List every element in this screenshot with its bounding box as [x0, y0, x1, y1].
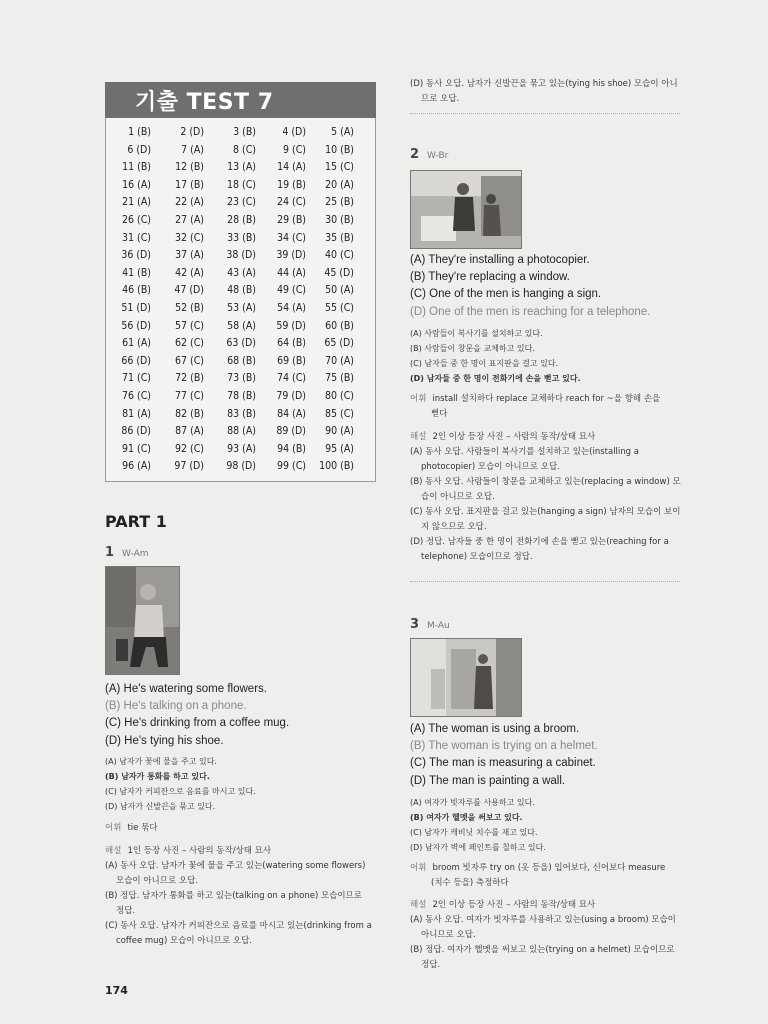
answer-cell: 6 (D)	[127, 143, 151, 156]
answer-cell: 97 (D)	[174, 460, 204, 473]
answer-cell: 89 (D)	[276, 425, 306, 438]
q2-exp-line: photocopier) 모습이 아니므로 오답.	[421, 462, 560, 472]
answer-cell: 53 (A)	[227, 302, 256, 314]
answer-cell: 51 (D)	[121, 302, 151, 314]
answer-cell: 58 (A)	[227, 319, 256, 332]
q2-kr-c: (C) 남자들 중 한 명이 표지판을 걸고 있다.	[410, 359, 559, 368]
q1-exp-line: (C) 동사 오답. 남자가 커피잔으로 음료를 마시고 있는(drinking from a	[105, 921, 372, 931]
answer-key-table	[105, 118, 376, 482]
q3-vocab	[410, 861, 690, 891]
answer-cell: 31 (C)	[122, 231, 151, 244]
answer-cell: 32 (C)	[175, 231, 204, 244]
q2-option-a: (A) They're installing a photocopier.	[410, 254, 590, 266]
answer-cell: 47 (D)	[174, 284, 204, 297]
answer-cell: 46 (B)	[122, 284, 151, 297]
answer-cell: 65 (D)	[324, 337, 354, 350]
q2-vocab-text: 뻗다	[431, 409, 448, 419]
answer-cell: 64 (B)	[277, 337, 306, 350]
answer-cell: 28 (B)	[227, 214, 256, 226]
q2-exp-line: telephone) 모습이므로 정답.	[421, 552, 533, 562]
answer-cell: 82 (B)	[175, 407, 204, 420]
q2-kr-a: (A) 사람들이 복사기를 설치하고 있다.	[410, 329, 543, 338]
q2-exp-line: (A) 동사 오답. 사람들이 복사기를 설치하고 있는(installing a	[410, 447, 639, 457]
q2-speaker: W-Br	[427, 151, 449, 161]
answer-cell: 14 (A)	[277, 161, 306, 174]
q2-option-c: (C) One of the men is hanging a sign.	[410, 288, 602, 300]
q1-explanation-d	[410, 77, 690, 107]
q3-option-a: (A) The woman is using a broom.	[410, 723, 580, 735]
divider	[410, 113, 680, 114]
q1-option-b: (B) He's talking on a phone.	[105, 700, 247, 712]
answer-cell: 52 (B)	[175, 302, 204, 314]
answer-cell: 34 (C)	[277, 231, 306, 244]
answer-cell: 20 (A)	[325, 178, 354, 191]
answer-row	[106, 320, 375, 337]
q2-exp-line: 지 않으므로 오답.	[421, 522, 487, 532]
question-1-number	[105, 545, 149, 560]
q2-exp-line: (B) 동사 오답. 사람들이 창문을 교체하고 있는(replacing a window) 모	[410, 477, 681, 487]
answer-row	[106, 460, 375, 477]
q1-kr-a: (A) 남자가 꽃에 물을 주고 있다.	[105, 757, 217, 766]
answer-cell: 87 (A)	[175, 425, 204, 438]
q1-exp-line: (B) 정답. 남자가 통화를 하고 있는(talking on a phone) 모습이므로	[105, 891, 363, 901]
q3-exp-line: 정답.	[421, 960, 441, 970]
answer-cell: 29 (B)	[277, 214, 306, 226]
answer-cell: 23 (C)	[227, 196, 256, 209]
answer-cell: 8 (C)	[233, 143, 256, 156]
q2-explanation	[410, 430, 690, 565]
answer-cell: 85 (C)	[325, 407, 354, 420]
q3-kr-b: (B) 여자가 헬멧을 써보고 있다.	[410, 813, 523, 822]
answer-cell: 27 (A)	[175, 214, 204, 226]
answer-cell: 55 (C)	[325, 302, 354, 314]
answer-cell: 94 (B)	[277, 442, 306, 455]
q1-vocab-text: tie 묶다	[127, 823, 158, 833]
answer-cell: 43 (A)	[227, 266, 256, 279]
q1-exp-line: (A) 동사 오답. 남자가 꽃에 물을 주고 있는(watering some flowers)	[105, 861, 366, 871]
answer-cell: 2 (D)	[180, 126, 204, 138]
q1-speaker: W-Am	[122, 549, 149, 559]
answer-cell: 76 (C)	[122, 390, 151, 402]
q2-photo	[410, 170, 522, 249]
q2-kr-d: (D) 남자들 중 한 명이 전화기에 손을 뻗고 있다.	[410, 374, 581, 383]
answer-cell: 95 (A)	[325, 442, 354, 455]
answer-row	[106, 232, 375, 249]
answer-row	[106, 443, 375, 460]
answer-cell: 42 (A)	[175, 266, 204, 279]
answer-cell: 37 (A)	[175, 249, 204, 262]
answer-cell: 81 (A)	[122, 407, 151, 420]
answer-cell: 75 (B)	[325, 372, 354, 385]
test-title: 기출 TEST 7	[135, 90, 274, 115]
q1-num: 1	[105, 545, 115, 560]
q2-num: 2	[410, 147, 420, 162]
answer-cell: 21 (A)	[122, 196, 151, 209]
q1-option-d: (D) He's tying his shoe.	[105, 735, 224, 747]
answer-cell: 71 (C)	[122, 372, 151, 385]
answer-cell: 30 (B)	[325, 214, 354, 226]
answer-cell: 83 (B)	[227, 407, 256, 420]
question-3-number	[410, 617, 450, 632]
answer-cell: 59 (D)	[276, 319, 306, 332]
answer-cell: 41 (B)	[122, 266, 151, 279]
answer-cell: 49 (C)	[277, 284, 306, 297]
q2-vocab	[410, 392, 690, 422]
q2-option-d: (D) One of the men is reaching for a telephone.	[410, 306, 651, 318]
q1-option-c: (C) He's drinking from a coffee mug.	[105, 717, 290, 729]
q3-option-b: (B) The woman is trying on a helmet.	[410, 740, 598, 752]
answer-cell: 78 (B)	[227, 390, 256, 402]
answer-cell: 48 (B)	[227, 284, 256, 297]
answer-cell: 61 (A)	[122, 337, 151, 350]
answer-cell: 7 (A)	[181, 143, 204, 156]
answer-row	[106, 355, 375, 372]
answer-cell: 62 (C)	[175, 337, 204, 350]
q3-option-d: (D) The man is painting a wall.	[410, 775, 566, 787]
answer-cell: 39 (D)	[276, 249, 306, 262]
q3-exp-label: 해설	[410, 900, 427, 910]
q3-exp-line: 아니므로 오답.	[421, 930, 476, 940]
answer-cell: 15 (C)	[325, 161, 354, 174]
answer-cell: 100 (B)	[319, 460, 354, 473]
answer-cell: 88 (A)	[227, 425, 256, 438]
answer-cell: 90 (A)	[325, 425, 354, 438]
q1-kr-b: (B) 남자가 통화를 하고 있다.	[105, 772, 210, 781]
answer-cell: 98 (D)	[226, 460, 256, 473]
answer-cell: 60 (B)	[325, 319, 354, 332]
answer-cell: 80 (C)	[325, 390, 354, 402]
answer-cell: 24 (C)	[277, 196, 306, 209]
answer-cell: 40 (C)	[325, 249, 354, 262]
q3-kr-c: (C) 남자가 캐비닛 치수를 재고 있다.	[410, 828, 538, 837]
answer-cell: 79 (D)	[276, 390, 306, 402]
answer-row	[106, 425, 375, 442]
q2-kr-b: (B) 사람들이 창문을 교체하고 있다.	[410, 344, 535, 353]
answer-row	[106, 372, 375, 389]
part-heading: PART 1	[105, 512, 167, 531]
q3-exp-title: 2인 이상 등장 사진 – 사람의 동작/상태 묘사	[432, 900, 596, 910]
q1-exp-label: 해설	[105, 846, 122, 856]
answer-cell: 99 (C)	[277, 460, 306, 473]
q3-speaker: M-Au	[427, 621, 450, 631]
answer-cell: 72 (B)	[175, 372, 204, 385]
answer-row	[106, 408, 375, 425]
answer-row	[106, 161, 375, 178]
q2-exp-line: (C) 동사 오답. 표지판을 걸고 있는(hanging a sign) 남자의 모습이 보이	[410, 507, 681, 517]
answer-cell: 63 (D)	[226, 337, 256, 350]
answer-cell: 73 (B)	[227, 372, 256, 385]
q1-explanation	[105, 844, 385, 949]
answer-row	[106, 144, 375, 161]
answer-cell: 67 (C)	[175, 354, 204, 367]
answer-cell: 69 (B)	[277, 354, 306, 367]
q1-exp-line: 정답.	[116, 906, 136, 916]
answer-cell: 9 (C)	[283, 143, 306, 156]
q1-exp-line: 모습이 아니므로 오답.	[116, 876, 199, 886]
answer-cell: 38 (D)	[226, 249, 256, 262]
answer-row	[106, 390, 375, 407]
answer-cell: 91 (C)	[122, 442, 151, 455]
answer-cell: 13 (A)	[227, 161, 256, 174]
q1-kr-c: (C) 남자가 커피잔으로 음료를 마시고 있다.	[105, 787, 256, 796]
q1-exp-title: 1인 등장 사진 – 사람의 동작/상태 묘사	[127, 846, 272, 856]
answer-cell: 54 (A)	[277, 302, 306, 314]
answer-cell: 92 (C)	[175, 442, 204, 455]
q2-exp-label: 해설	[410, 432, 427, 442]
answer-cell: 70 (A)	[325, 354, 354, 367]
answer-cell: 45 (D)	[324, 266, 354, 279]
q3-num: 3	[410, 617, 420, 632]
q2-vocab-text: install 설치하다 replace 교체하다 reach for ~을 향해 손을	[432, 394, 661, 404]
q1-photo	[105, 566, 180, 675]
answer-cell: 44 (A)	[277, 266, 306, 279]
answer-cell: 66 (D)	[121, 354, 151, 367]
answer-row	[106, 302, 375, 319]
answer-cell: 57 (C)	[175, 319, 204, 332]
answer-cell: 10 (B)	[325, 143, 354, 156]
q3-explanation	[410, 898, 690, 973]
q3-vocab-text: (치수 등을) 측정하다	[431, 878, 509, 888]
q2-exp-line: 습이 아니므로 오답.	[421, 492, 495, 502]
answer-cell: 12 (B)	[175, 161, 204, 174]
q3-vocab-text: broom 빗자루 try on (옷 등을) 입어보다, 신어보다 measure	[432, 863, 666, 873]
q3-exp-line: (A) 동사 오답. 여자가 빗자루를 사용하고 있는(using a broom) 모습이	[410, 915, 676, 925]
answer-cell: 74 (C)	[277, 372, 306, 385]
answer-cell: 19 (B)	[277, 178, 306, 191]
answer-cell: 96 (A)	[122, 460, 151, 473]
answer-cell: 17 (B)	[175, 178, 204, 191]
divider	[410, 581, 680, 582]
answer-cell: 11 (B)	[122, 161, 151, 174]
q3-option-c: (C) The man is measuring a cabinet.	[410, 757, 596, 769]
answer-row	[106, 214, 375, 231]
q2-option-b: (B) They're replacing a window.	[410, 271, 570, 283]
answer-cell: 3 (B)	[233, 126, 256, 138]
answer-row	[106, 179, 375, 196]
answer-cell: 4 (D)	[282, 126, 306, 138]
answer-cell: 18 (C)	[227, 178, 256, 191]
answer-cell: 50 (A)	[325, 284, 354, 297]
answer-cell: 68 (B)	[227, 354, 256, 367]
answer-cell: 1 (B)	[128, 126, 151, 138]
answer-cell: 35 (B)	[325, 231, 354, 244]
q3-vocab-label: 어휘	[410, 863, 427, 873]
answer-cell: 22 (A)	[175, 196, 204, 209]
answer-cell: 56 (D)	[121, 319, 151, 332]
q2-exp-line: (D) 정답. 남자들 중 한 명이 전화기에 손을 뻗고 있는(reaching for a	[410, 537, 669, 547]
q3-photo	[410, 638, 522, 717]
answer-row	[106, 249, 375, 266]
answer-cell: 5 (A)	[331, 126, 354, 138]
q1-exp-d-line: 므로 오답.	[421, 94, 460, 104]
q1-vocab-label: 어휘	[105, 823, 122, 833]
answer-row	[106, 267, 375, 284]
q1-kr-d: (D) 남자가 신발끈을 묶고 있다.	[105, 802, 216, 811]
q3-kr-d: (D) 남자가 벽에 페인트를 칠하고 있다.	[410, 843, 546, 852]
answer-cell: 16 (A)	[122, 178, 151, 191]
answer-row	[106, 196, 375, 213]
answer-row	[106, 126, 375, 143]
answer-cell: 77 (C)	[175, 390, 204, 402]
q2-vocab-label: 어휘	[410, 394, 427, 404]
answer-cell: 86 (D)	[121, 425, 151, 438]
answer-cell: 26 (C)	[122, 214, 151, 226]
q2-exp-title: 2인 이상 등장 사진 – 사람의 동작/상태 묘사	[432, 432, 596, 442]
q1-exp-line: coffee mug) 모습이 아니므로 오답.	[116, 936, 252, 946]
question-2-number	[410, 147, 448, 162]
answer-cell: 33 (B)	[227, 231, 256, 244]
q3-kr-a: (A) 여자가 빗자루를 사용하고 있다.	[410, 798, 535, 807]
test-title-banner	[105, 82, 376, 118]
answer-cell: 84 (A)	[277, 407, 306, 420]
answer-row	[106, 284, 375, 301]
q1-option-a: (A) He's watering some flowers.	[105, 683, 267, 695]
q1-vocab	[105, 821, 158, 836]
answer-cell: 93 (A)	[227, 442, 256, 455]
q1-exp-d-line: (D) 동사 오답. 남자가 신발끈을 묶고 있는(tying his shoe) 모습이 아니	[410, 79, 678, 89]
page-number: 174	[105, 984, 128, 997]
q3-exp-line: (B) 정답. 여자가 헬멧을 써보고 있는(trying on a helmet) 모습이므로	[410, 945, 675, 955]
answer-cell: 36 (D)	[121, 249, 151, 262]
answer-cell: 25 (B)	[325, 196, 354, 209]
answer-row	[106, 337, 375, 354]
